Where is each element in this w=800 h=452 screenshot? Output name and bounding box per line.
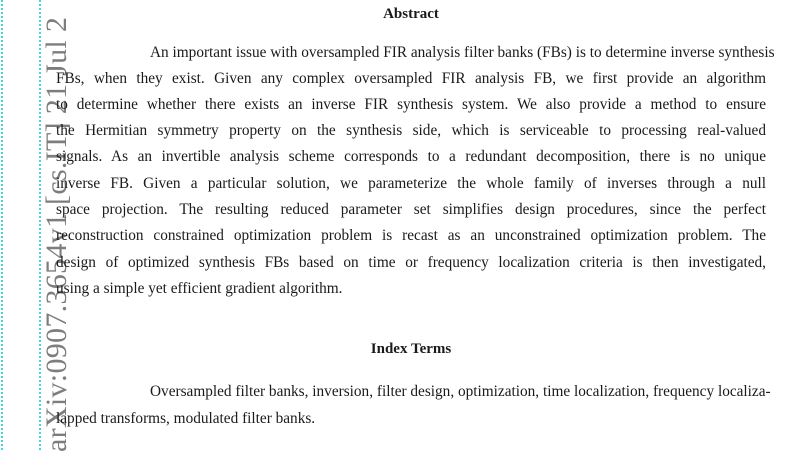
abstract-line: design of optimized synthesis FBs based on time or frequency localization criteria is then investigated, bbox=[56, 254, 766, 271]
abstract-line: FBs, when they exist. Given any complex oversampled FIR analysis FB, we first provide an algorithm bbox=[56, 70, 766, 87]
index-terms-line: Oversampled filter banks, inversion, filter design, optimization, time localization, frequency localiza- bbox=[150, 383, 771, 400]
arxiv-identifier: arXiv:0907.3654v1 [cs.IT] 21 Jul 2 bbox=[40, 16, 73, 452]
abstract-line: using a simple yet efficient gradient algorithm. bbox=[56, 280, 343, 297]
abstract-line: space projection. The resulting reduced parameter set simplifies design procedures, since the perfect bbox=[56, 201, 766, 218]
abstract-heading: Abstract bbox=[383, 6, 439, 22]
abstract-line: signals. As an invertible analysis scheme corresponds to a redundant decomposition, there is no unique bbox=[56, 148, 766, 165]
abstract-line: to determine whether there exists an inverse FIR synthesis system. We also provide a method to ensure bbox=[56, 96, 766, 113]
abstract-line: An important issue with oversampled FIR analysis filter banks (FBs) is to determine inverse synthesis bbox=[150, 44, 775, 61]
margin-dotted-line-left bbox=[1, 0, 3, 450]
abstract-line: the Hermitian symmetry property on the synthesis side, which is serviceable to processing real-valued bbox=[56, 122, 766, 139]
index-terms-line: lapped transforms, modulated filter banks. bbox=[56, 410, 316, 427]
index-terms-heading: Index Terms bbox=[370, 341, 452, 357]
abstract-line: reconstruction constrained optimization problem is recast as an unconstrained optimization problem. The bbox=[56, 227, 766, 244]
abstract-line: inverse FB. Given a particular solution, we parameterize the whole family of inverses through a null bbox=[56, 175, 766, 192]
